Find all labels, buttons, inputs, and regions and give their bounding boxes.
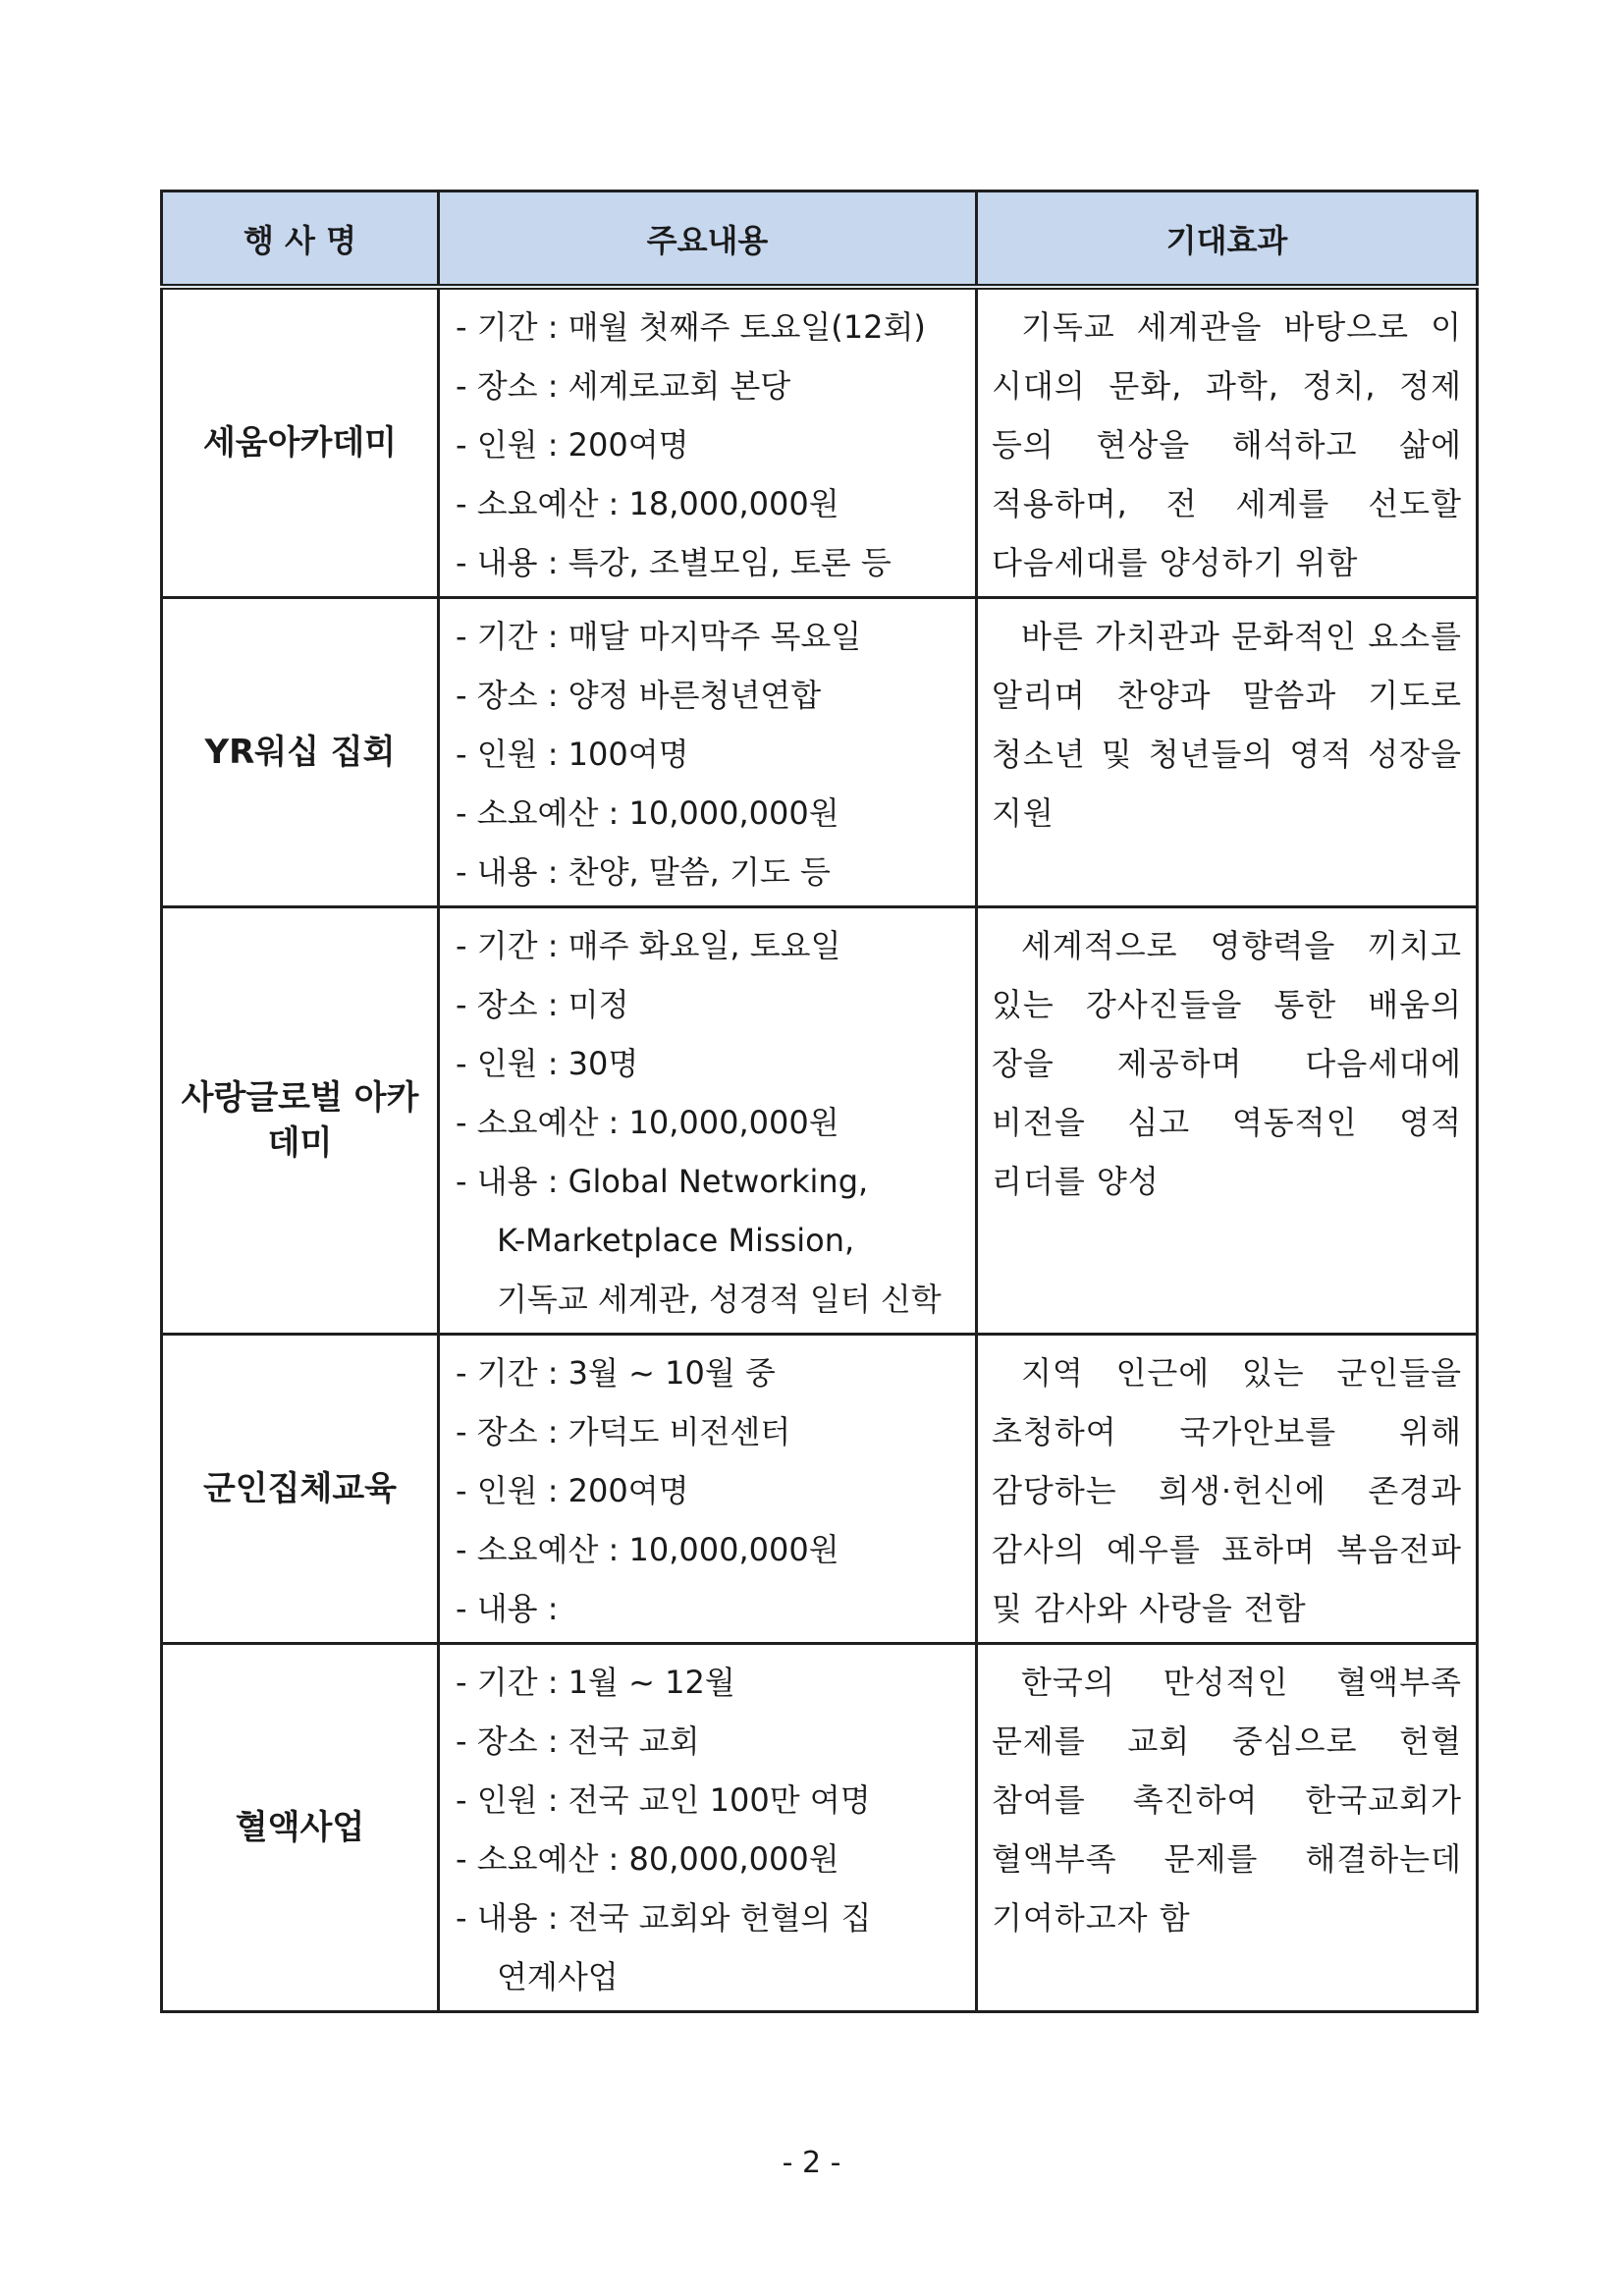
effect-cell: [977, 287, 1478, 598]
content-line: - 인원 : 100여명: [456, 736, 689, 773]
content-line: - 내용 : 특강, 조별모임, 토론 등: [456, 544, 892, 581]
page-number: - 2 -: [782, 2146, 841, 2180]
content-line: - 기간 : 매주 화요일, 토요일: [456, 927, 841, 964]
content-cell: [439, 598, 977, 907]
content-cell: [439, 907, 977, 1335]
effect-text: 지역 인근에 있는 군인들을 초청하여 국가안보를 위해 감당하는 희생·헌신에 존경과 감사의 예우를 표하며 복음전파 및 감사와 사랑을 전함: [992, 1354, 1462, 1627]
content-line: - 내용 : 찬양, 말씀, 기도 등: [456, 853, 831, 891]
content-line: - 인원 : 30명: [456, 1045, 639, 1082]
event-name: 세움아카데미: [162, 287, 439, 598]
content-line: - 장소 : 전국 교회: [456, 1722, 700, 1760]
effect-text: 한국의 만성적인 혈액부족 문제를 교회 중심으로 헌혈 참여를 촉진하여 한국교회가 혈액부족 문제를 해결하는데 기여하고자 함: [992, 1664, 1462, 1937]
content-line: - 기간 : 매월 첫째주 토요일(12회): [456, 308, 926, 346]
event-name: YR워십 집회: [162, 598, 439, 907]
content-line: 연계사업: [497, 1958, 619, 1995]
event-name: 사랑글로벌 아카데미: [162, 907, 439, 1335]
content-line: - 내용 : Global Networking,: [456, 1163, 869, 1200]
content-line: 기독교 세계관, 성경적 일터 신학: [497, 1281, 942, 1318]
effect-text: 바른 가치관과 문화적인 요소를 알리며 찬양과 말씀과 기도로 청소년 및 청년들의 영적 성장을 지원: [992, 618, 1462, 832]
effect-cell: [977, 907, 1478, 1335]
content-line: - 소요예산 : 10,000,000원: [456, 1104, 839, 1141]
effect-cell: [977, 1335, 1478, 1644]
content-line: - 기간 : 3월 ~ 10월 중: [456, 1354, 776, 1392]
header-expected-effect: 기대효과: [977, 191, 1478, 288]
content-line: - 내용 : 전국 교회와 헌혈의 집: [456, 1899, 872, 1937]
content-cell: [439, 1644, 977, 2012]
table-row-seum-academy: [162, 287, 1478, 598]
content-line: - 인원 : 200여명: [456, 1472, 689, 1509]
content-line: - 기간 : 1월 ~ 12월: [456, 1664, 735, 1701]
content-list: [456, 1343, 965, 1638]
header-row: [162, 191, 1478, 288]
event-name: 혈액사업: [162, 1644, 439, 2012]
content-line: - 소요예산 : 18,000,000원: [456, 485, 839, 522]
header-main-content: 주요내용: [439, 191, 977, 288]
table-row-sarang-global: [162, 907, 1478, 1335]
content-line: - 기간 : 매달 마지막주 목요일: [456, 618, 862, 655]
effect-text: 기독교 세계관을 바탕으로 이 시대의 문화, 과학, 정치, 정제 등의 현상을 해석하고 삶에 적용하며, 전 세계를 선도할 다음세대를 양성하기 위함: [992, 308, 1462, 581]
table-row-blood-donation: [162, 1644, 1478, 2012]
header-event-name: 행 사 명: [162, 191, 439, 288]
effect-cell: [977, 1644, 1478, 2012]
content-line: - 소요예산 : 10,000,000원: [456, 1531, 839, 1568]
effect-cell: [977, 598, 1478, 907]
table-header: [162, 191, 1478, 288]
event-name: 군인집체교육: [162, 1335, 439, 1644]
table-row-yr-worship: [162, 598, 1478, 907]
content-line: - 인원 : 전국 교인 100만 여명: [456, 1781, 871, 1819]
content-list: [456, 607, 965, 902]
content-list: [456, 916, 965, 1329]
table-body: [162, 287, 1478, 2012]
content-line: - 인원 : 200여명: [456, 426, 689, 464]
content-cell: [439, 287, 977, 598]
content-line: - 장소 : 세계로교회 본당: [456, 367, 791, 405]
content-line: - 장소 : 양정 바른청년연합: [456, 677, 822, 714]
content-line: - 내용 :: [456, 1590, 559, 1627]
content-line: - 장소 : 미정: [456, 986, 629, 1023]
content-line: - 소요예산 : 80,000,000원: [456, 1840, 839, 1878]
content-line: - 소요예산 : 10,000,000원: [456, 794, 839, 832]
content-line: - 장소 : 가덕도 비전센터: [456, 1413, 791, 1450]
effect-text: 세계적으로 영향력을 끼치고 있는 강사진들을 통한 배움의 장을 제공하며 다음세대에 비전을 심고 역동적인 영적 리더를 양성: [992, 927, 1462, 1200]
content-cell: [439, 1335, 977, 1644]
content-list: [456, 1653, 965, 2006]
content-list: [456, 298, 965, 592]
event-plan-table: [160, 190, 1479, 2013]
table-row-military-training: [162, 1335, 1478, 1644]
content-line: K-Marketplace Mission,: [497, 1222, 855, 1259]
